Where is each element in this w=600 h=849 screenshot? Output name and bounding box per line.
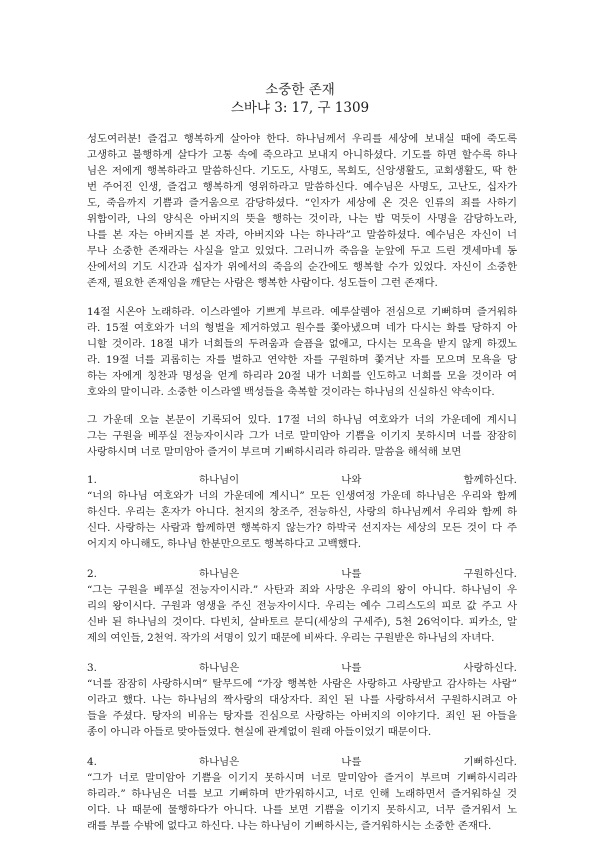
paragraph-line: 나를 본 자는 아버지를 본 자라, 아버지와 나는 하나라”고 말씀하셨다. 예수님은 자신이 너 [87, 229, 517, 241]
document-title: 소중한 존재 [265, 82, 335, 98]
paragraph-line: 제의 여인들, 2천억. 작가의 서명이 있기 때문에 비싸다. 우리는 구원받은 하나님의 자녀다. [87, 632, 495, 644]
section-god-loves-me [87, 660, 517, 740]
paragraph-line: 래를 부를 수밖에 없다고 하신다. 나는 하나님이 기뻐하시는, 즐거워하시는 소중한 존재다. [87, 820, 492, 832]
scripture-reference: 스바냐 3: 17, 구 1309 [230, 100, 370, 116]
paragraph-line: 그는 구원을 베푸실 전능자이시라 그가 너로 말미암아 기쁨을 이기지 못하시며 너를 잠잠히 [87, 430, 517, 442]
paragraph-intro [87, 131, 517, 291]
paragraph-line: 그 가운데 오늘 본문이 기록되어 있다. 17절 너의 하나님 여호와가 너의 가운데에 계시니 [87, 414, 517, 426]
paragraph-line: 호와의 말이니라. 소중한 이스라엘 백성들을 축복할 것이라는 하나님의 신실하신 약속이다. [87, 386, 495, 398]
paragraph-line: 위함이라, 나의 양식은 아버지의 뜻을 행하는 것이라, 나는 밥 먹듯이 사명을 감당하노라, [87, 213, 517, 225]
paragraph-line: 14절 시온아 노래하라. 이스라엘아 기쁘게 부르라. 예루살렘아 전심으로 기뻐하며 즐거워하 [87, 306, 517, 318]
paragraph-line: 성도여러분! 즐겁고 행복하게 살아야 한다. 하나님께서 우리를 세상에 보내실 때에 죽도록 [87, 133, 517, 145]
paragraph-line: 라. 15절 여호와가 너의 형벌을 제거하였고 원수를 쫓아냈으며 네가 다시는 화를 당하지 아 [87, 322, 517, 334]
paragraph-line: 이다. 나 때문에 물행하다가 아니다. 나를 보면 기쁨을 이기지 못하시고, 너무 즐거워서 노 [87, 804, 517, 816]
paragraph-line: 들을 주셨다. 탕자의 비유는 탕자를 진심으로 사랑하는 아버지의 이야기다. 죄인 된 아들을 [87, 710, 517, 722]
paragraph-line: “너를 잠잠히 사랑하시며” 탈무드에 “가장 행복한 사람은 사랑하고 사랑받고 감사하는 사람” [87, 678, 517, 690]
section-god-saves-me [87, 566, 517, 646]
paragraph-line: 4. 하나님은 나를 기뻐하신다. [87, 756, 517, 768]
paragraph-line: 고생하고 불행하게 살다가 고통 속에 죽으라고 보내지 아니하셨다. 기도를 하면 할수록 하나 [87, 149, 517, 161]
paragraph-verses-14-20 [87, 304, 517, 400]
paragraph-line: 번 주어진 인생, 즐겁고 행복하게 영위하라고 말씀하신다. 예수님은 사명도, 고난도, 십자가 [87, 181, 517, 193]
paragraph-line: 2. 하나님은 나를 구원하신다. [87, 568, 517, 580]
paragraph-line: “너의 하나님 여호와가 너의 가운데에 계시니” 모든 인생여정 가운데 하나님은 우리와 함께 [87, 490, 517, 502]
paragraph-verse-17 [87, 412, 517, 460]
paragraph-line: 님은 저에게 행복하라고 말씀하신다. 기도도, 사명도, 목회도, 신앙생활도, 교회생활도, 딱 한 [87, 165, 517, 177]
paragraph-line: 라. 19절 너를 괴롭히는 자를 벌하고 연약한 자를 구원하며 쫓겨난 자를 모으며 모욕을 당 [87, 354, 517, 366]
paragraph-line: 리의 왕이시다. 구원과 영생을 주신 전능자이시다. 우리는 예수 그리스도의 피로 값 주고 사 [87, 600, 517, 612]
paragraph-line: 산에서의 기도 시간과 십자가 위에서의 죽음의 순간에도 행복할 수가 있었다. 자신이 소중한 [87, 261, 517, 273]
paragraph-line: 3. 하나님은 나를 사랑하신다. [87, 662, 517, 674]
paragraph-line: 니할 것이라. 18절 내가 너희들의 두려움과 슬픔을 없애고, 다시는 모욕을 받지 않게 하겠노 [87, 338, 517, 350]
paragraph-line: 신바 된 하나님의 것이다. 다빈치, 살바토르 문디(세상의 구세주), 5천 26억이다. 피카소, 알 [87, 616, 517, 628]
paragraph-line: 이라고 했다. 나는 하나님의 짝사랑의 대상자다. 죄인 된 나를 사랑하셔서 구원하시려고 아 [87, 694, 517, 706]
paragraph-line: 어지지 아니해도, 하나님 한분만으로도 행복하다고 고백했다. [87, 538, 362, 550]
paragraph-line: 도, 죽음까지 기쁨과 즐거움으로 감당하셨다. “인자가 세상에 온 것은 인류의 죄를 사하기 [87, 197, 517, 209]
paragraph-line: “그가 너로 말미암아 기쁨을 이기지 못하시며 너로 말미암아 즐거이 부르며 기뻐하시리라 [87, 772, 517, 784]
paragraph-line: 사랑하시며 너로 말미암아 즐거이 부르며 기뻐하시리라 하리라. 말씀을 해석해 보면 [87, 446, 462, 458]
paragraph-line: 존재, 필요한 존재임을 깨닫는 사람은 행복한 사람이다. 성도들이 그런 존재다. [87, 277, 438, 289]
paragraph-line: 하신다. 우리는 혼자가 아니다. 천지의 창조주, 전능하신, 사랑의 하나님께서 우리와 함께 하 [87, 506, 517, 518]
paragraph-line: 하는 자에게 칭찬과 명성을 얻게 하리라 20절 내가 너희를 인도하고 너희를 모을 것이라 여 [87, 370, 517, 382]
paragraph-line: 1. 하나님이 나와 함께하신다. [87, 474, 517, 486]
paragraph-line: 하리라.” 하나님은 너를 보고 기뻐하며 반가워하시고, 너로 인해 노래하면서 즐거워하실 것 [87, 788, 517, 800]
paragraph-line: “그는 구원을 베푸실 전능자이시라.” 사탄과 죄와 사망은 우리의 왕이 아니다. 하나님이 우 [87, 584, 517, 596]
paragraph-line: 신다. 사랑하는 사람과 함께하면 행복하지 않는가? 하박국 선지자는 세상의 모든 것이 다 주 [87, 522, 517, 534]
paragraph-line: 무나 소중한 존재라는 사실을 알고 있었다. 그러니까 죽음을 눈앞에 두고 드린 겟세마네 동 [87, 245, 517, 257]
section-god-rejoices-over-me [87, 754, 517, 834]
paragraph-line: 종이 아니라 아들로 맞아들였다. 현실에 관계없이 원래 아들이었기 때문이다. [87, 726, 432, 738]
section-god-with-me [87, 472, 517, 552]
